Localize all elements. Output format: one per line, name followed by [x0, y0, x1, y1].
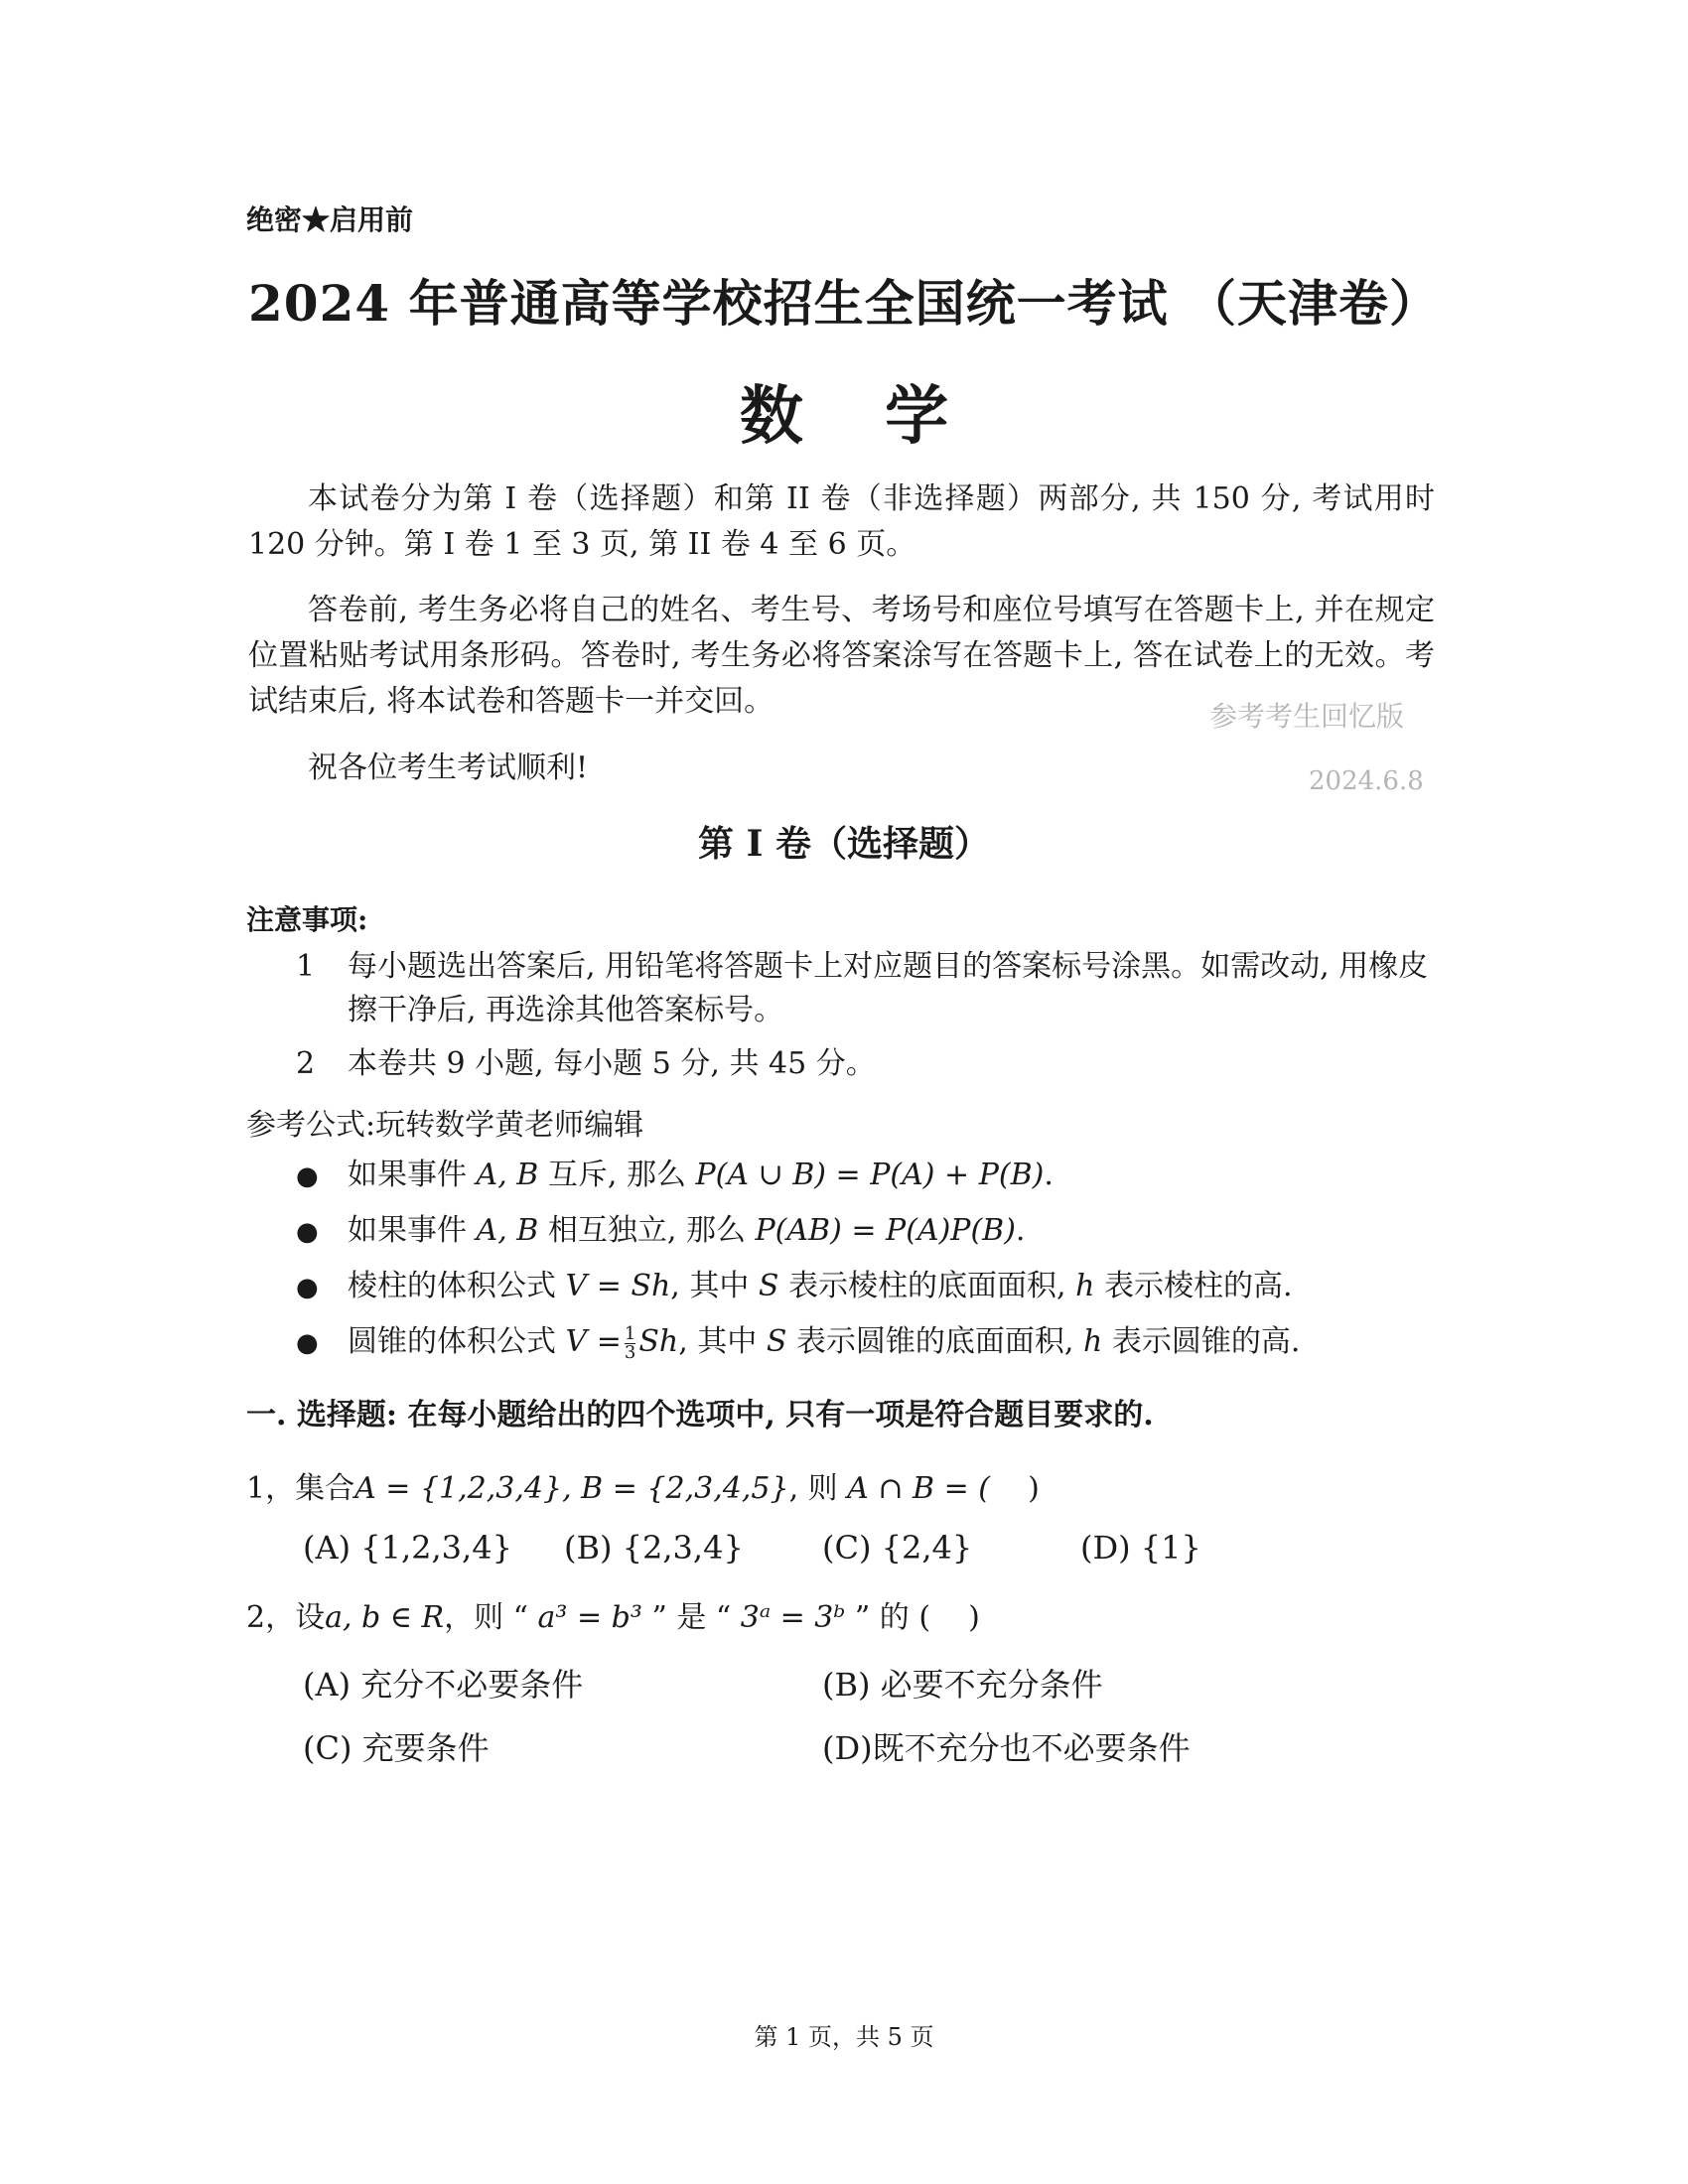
bullet-icon: ● — [296, 1328, 319, 1358]
formula-text: . — [1044, 1158, 1054, 1192]
question-math: A = {1,2,3,4}, B = {2,3,4,5} — [354, 1471, 789, 1506]
section-title: 第 I 卷（选择题） — [698, 823, 990, 865]
intro-paragraph-1: 本试卷分为第 I 卷（选择题）和第 II 卷（非选择题）两部分, 共 150 分, 考试用时 120 分钟。第 I 卷 1 至 3 页, 第 II 卷 4 至 6 页。 — [248, 481, 1435, 562]
question-2-option-c: (C) 充要条件 — [303, 1729, 490, 1767]
formula-text: 表示圆锥的底面面积, — [786, 1324, 1083, 1359]
question-text: 2，设 — [246, 1600, 326, 1635]
formula-math: S — [758, 1269, 779, 1303]
question-text: ，则 “ — [444, 1600, 538, 1635]
question-text: ” 是 “ — [641, 1600, 741, 1635]
question-text: ) — [990, 1471, 1040, 1506]
formula-text: 圆锥的体积公式 — [348, 1324, 566, 1359]
intro-paragraph-2: 答卷前, 考生务必将自己的姓名、考生号、考场号和座位号填写在答题卡上, 并在规定位置粘贴考试用条形码。答卷时, 考生务必将答案涂写在答题卡上, 答在试卷上的无效。考试结束后, 将本试卷和答题卡一并交回。 — [248, 593, 1435, 719]
fraction — [624, 1322, 636, 1363]
note-text: 本卷共 9 小题, 每小题 5 分, 共 45 分。 — [348, 1046, 876, 1081]
question-text: 1，集合 — [246, 1471, 355, 1506]
formula-item — [296, 1209, 1025, 1254]
page-footer: 第 1 页，共 5 页 — [754, 2023, 934, 2051]
formula-text: . — [1015, 1213, 1026, 1248]
watermark-version: 参考考生回忆版 — [1209, 700, 1405, 733]
note-number: 1 — [296, 949, 316, 984]
formula-text: 表示棱柱的高. — [1094, 1269, 1293, 1303]
formulas-title: 参考公式:玩转数学黄老师编辑 — [246, 1108, 644, 1143]
formula-math: P(A ∪ B) = P(A) + P(B) — [695, 1158, 1045, 1192]
question-1-option-d: (D) {1} — [1080, 1529, 1201, 1567]
note-number: 2 — [296, 1046, 316, 1081]
note-item — [296, 945, 1430, 1032]
formula-text: 互斥, 那么 — [538, 1158, 696, 1192]
question-2-option-d: (D)既不充分也不必要条件 — [822, 1729, 1191, 1767]
note-item — [296, 1042, 1430, 1086]
formula-math: V = Sh — [565, 1269, 671, 1303]
watermark-date: 2024.6.8 — [1309, 766, 1424, 796]
question-math: A ∩ B = ( — [847, 1471, 991, 1506]
bullet-icon: ● — [296, 1161, 319, 1191]
formula-text: , 其中 — [678, 1324, 767, 1359]
question-math: a³ = b³ — [537, 1600, 642, 1635]
formula-text: 棱柱的体积公式 — [348, 1269, 566, 1303]
formula-math: S — [766, 1324, 787, 1359]
formula-item — [296, 1265, 1292, 1309]
question-math: 3ᵃ = 3ᵇ — [740, 1600, 846, 1635]
question-2-option-b: (B) 必要不充分条件 — [822, 1666, 1103, 1704]
notes-title: 注意事项: — [246, 903, 368, 936]
bullet-icon: ● — [296, 1217, 319, 1247]
formula-text: , 其中 — [670, 1269, 759, 1303]
formula-text: 表示圆锥的高. — [1102, 1324, 1301, 1359]
bullet-icon: ● — [296, 1273, 319, 1302]
formula-text: 如果事件 — [348, 1213, 477, 1248]
formula-math: V = — [565, 1324, 622, 1359]
formula-math: h — [1083, 1324, 1103, 1359]
fraction-numerator: 1 — [624, 1322, 636, 1344]
question-1-option-b: (B) {2,3,4} — [564, 1529, 744, 1567]
formula-text: 相互独立, 那么 — [538, 1213, 756, 1248]
formula-math: A, B — [476, 1158, 539, 1192]
formula-text: 如果事件 — [348, 1158, 477, 1192]
note-text: 每小题选出答案后, 用铅笔将答题卡上对应题目的答案标号涂黑。如需改动, 用橡皮擦干净后, 再选涂其他答案标号。 — [348, 949, 1429, 1027]
question-text: ” 的 ( ) — [845, 1600, 980, 1635]
formula-math: A, B — [476, 1213, 539, 1248]
question-math: a, b ∈ R — [325, 1600, 445, 1635]
part-heading: 一. 选择题: 在每小题给出的四个选项中, 只有一项是符合题目要求的. — [246, 1398, 1154, 1433]
classified-label: 绝密★启用前 — [246, 204, 414, 236]
exam-title: 2024 年普通高等学校招生全国统一考试 （天津卷） — [248, 274, 1440, 333]
question-1-stem — [246, 1463, 1040, 1507]
subject-title: 数 学 — [739, 379, 979, 454]
question-2-stem — [246, 1592, 980, 1636]
formula-text: 表示棱柱的底面面积, — [778, 1269, 1076, 1303]
formula-math: h — [1075, 1269, 1095, 1303]
question-1-option-c: (C) {2,4} — [822, 1529, 973, 1567]
formula-math: P(AB) = P(A)P(B) — [755, 1213, 1016, 1248]
formula-item — [296, 1154, 1054, 1198]
wish-text: 祝各位考生考试顺利! — [308, 751, 589, 785]
question-2-option-a: (A) 充分不必要条件 — [303, 1666, 584, 1704]
question-1-option-a: (A) {1,2,3,4} — [303, 1529, 512, 1567]
formula-math: Sh — [638, 1324, 679, 1359]
formula-item — [296, 1320, 1300, 1365]
question-text: , 则 — [788, 1471, 848, 1506]
fraction-denominator: 3 — [624, 1341, 636, 1363]
